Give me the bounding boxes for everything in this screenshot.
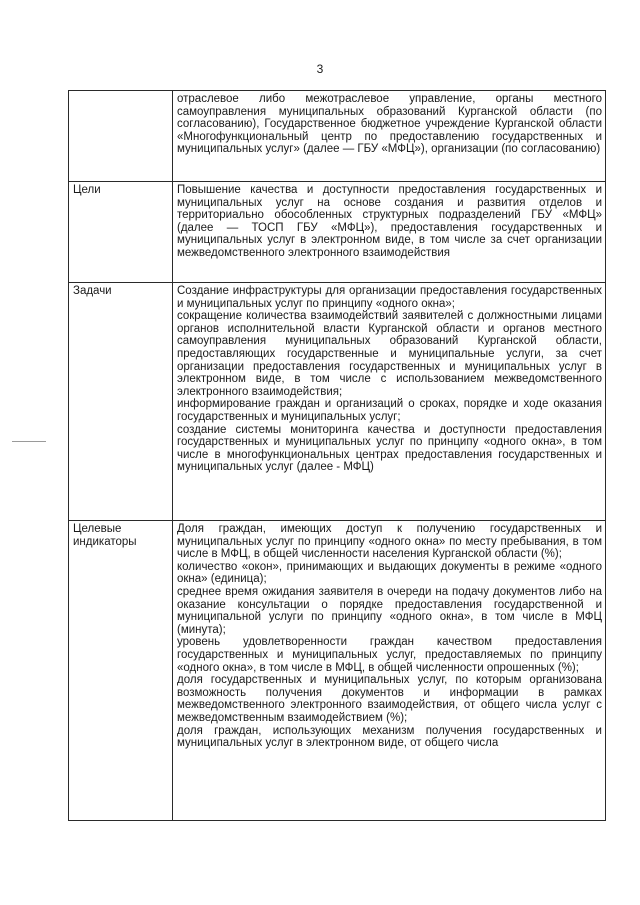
content-paragraph: отраслевое либо межотраслевое управление, органы местного самоуправления муниципальных образований Курганской области (по согласованию), Государственное бюджетное учреждение Курганской области «Многофункциональный центр по предоставлению государственных и муниципальных услуг» (далее — ГБУ «МФЦ»), организации (по согласованию) xyxy=(177,93,602,156)
content-paragraph: Повышение качества и доступности предоставления государственных и муниципальных услуг на основе создания и развития отделов и территориально обособленных структурных подразделений ГБУ «МФЦ» (далее — ТОСП ГБУ «МФЦ»), предоставления государственных и муниципальных услуг в электронном виде, в том числе за счет организации межведомственного электронного взаимодействия xyxy=(177,184,602,259)
row-label: Цели xyxy=(69,182,173,283)
table-row xyxy=(69,521,606,821)
table-row xyxy=(69,283,606,521)
row-content xyxy=(173,91,606,182)
content-paragraph: Создание инфраструктуры для организации предоставления государственных и муниципальных услуг по принципу «одного окна»; xyxy=(177,285,602,310)
content-paragraph: создание системы мониторинга качества и доступности предоставления государственных и муниципальных услуг по принципу «одного окна», в том числе в многофункциональных центрах предоставления государственных и муниципальных услуг (далее - МФЦ) xyxy=(177,423,602,474)
row-content xyxy=(173,182,606,283)
row-label: Целевые индикаторы xyxy=(69,521,173,821)
content-paragraph: Доля граждан, имеющих доступ к получению государственных и муниципальных услуг по принципу «одного окна» по месту пребывания, в том числе в МФЦ, в общей численности населения Курганской области (%); xyxy=(177,523,602,561)
content-paragraph: информирование граждан и организаций о сроках, порядке и ходе оказания государственных и муниципальных услуг; xyxy=(177,398,602,423)
row-label xyxy=(69,91,173,182)
table-row xyxy=(69,182,606,283)
page-number: 3 xyxy=(316,62,324,76)
row-label: Задачи xyxy=(69,283,173,521)
content-paragraph: сокращение количества взаимодействий заявителей с должностными лицами органов исполнительной власти Курганской области и органов местного самоуправления муниципальных образований Курганской области, предоставляющих государственные и муниципальные услуги, за счет организации предоставления государственных и муниципальных услуг в электронном виде, в том числе с использованием межведомственного электронного взаимодействия; xyxy=(177,310,602,398)
content-paragraph: количество «окон», принимающих и выдающих документы в режиме «одного окна» (единица); xyxy=(177,560,602,586)
content-paragraph: уровень удовлетворенности граждан качеством предоставления государственных и муниципальных услуг, предоставляемых по принципу «одного окна», в том числе в МФЦ, в общей численности опрошенных (%); xyxy=(177,636,602,674)
table-row xyxy=(69,91,606,182)
row-content xyxy=(173,283,606,521)
program-passport-table xyxy=(68,90,606,821)
row-content xyxy=(173,521,606,821)
content-paragraph: среднее время ожидания заявителя в очереди на подачу документов либо на оказание консультации о порядке предоставления государственной и муниципальной услуги по принципу «одного окна», в том числе в МФЦ (минута); xyxy=(177,585,602,636)
margin-mark xyxy=(12,441,46,442)
content-paragraph: доля государственных и муниципальных услуг, по которым организована возможность получения документов и информации в рамках межведомственного электронного взаимодействия, от общего числа услуг с межведомственным взаимодействием (%); xyxy=(177,674,602,724)
content-paragraph: доля граждан, использующих механизм получения государственных и муниципальных услуг в электронном виде, от общего числа xyxy=(177,724,602,750)
